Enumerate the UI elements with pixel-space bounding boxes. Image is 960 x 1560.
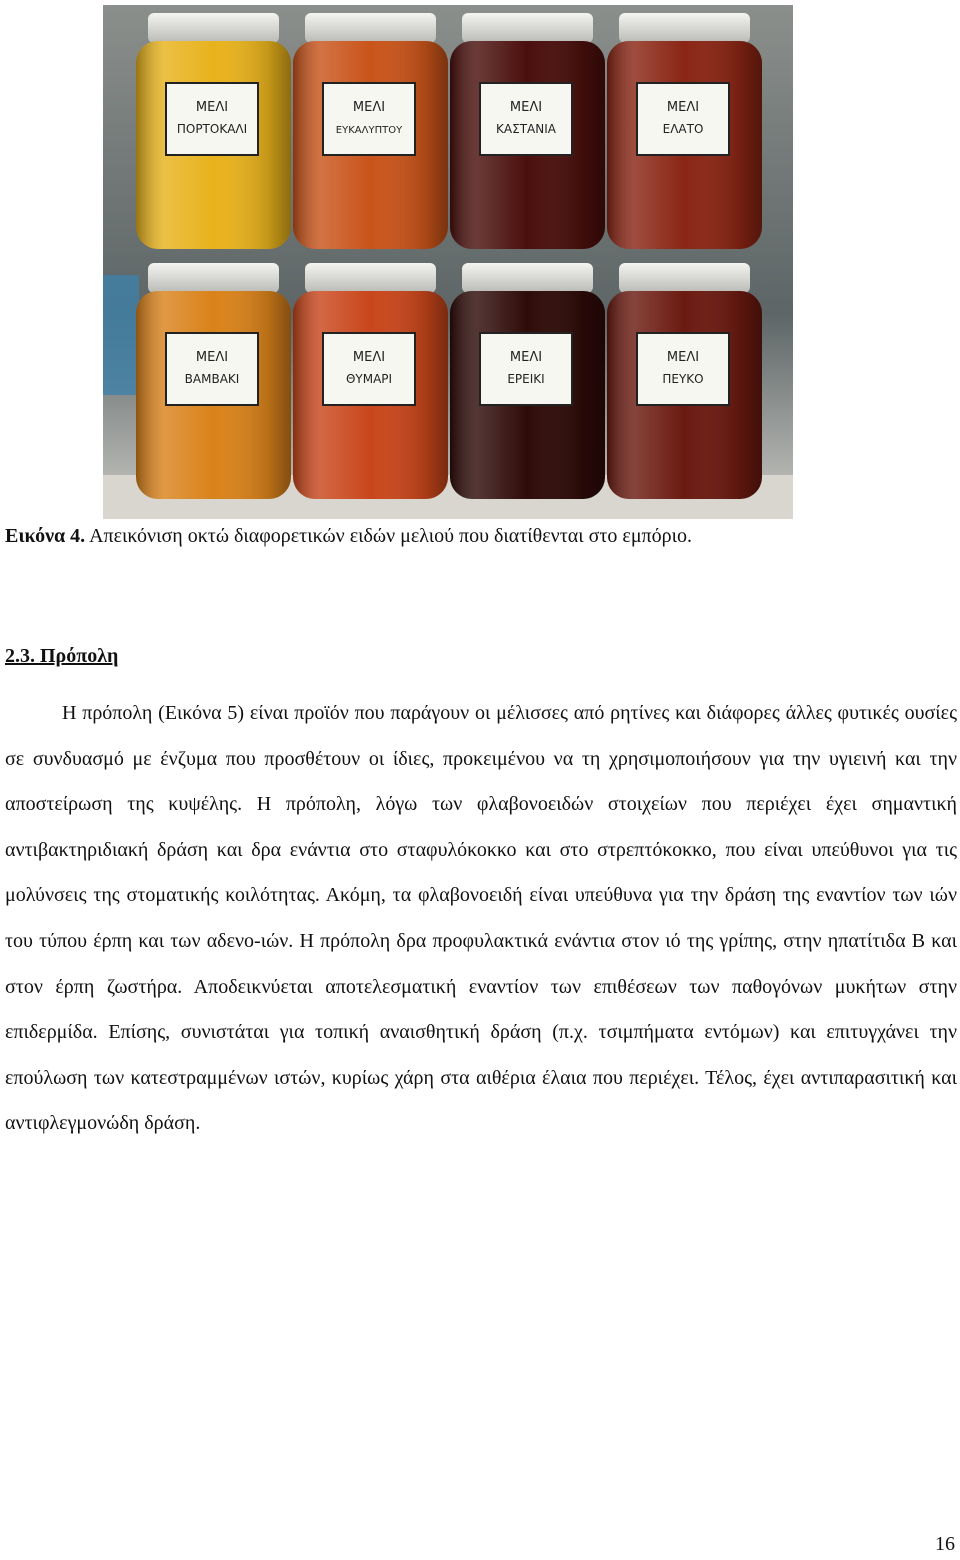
jar-label-line1: ΜΕΛΙ (666, 350, 700, 365)
jar-label-line2: ΕΥΚΑΛΥΠΤΟΥ (335, 125, 403, 136)
jar-label-line1: ΜΕΛΙ (666, 100, 700, 115)
jar-lid (462, 263, 593, 293)
honey-jar (607, 13, 762, 249)
jar-lid (619, 13, 750, 43)
figure-caption (5, 520, 955, 552)
honey-jar (607, 263, 762, 499)
jar-lid (305, 13, 436, 43)
jar-label-line1: ΜΕΛΙ (509, 100, 543, 115)
honey-jar (293, 13, 448, 249)
body-paragraph: Η πρόπολη (Εικόνα 5) είναι προϊόν που παράγουν οι μέλισσες από ρητίνες και διάφορες άλλες φυτικές ουσίες σε συνδυασμό με ένζυμα που προσθέτουν οι ίδιες, προκειμένου να τη χρησιμοποιήσουν για την υγιεινή και την αποστείρωση της κυψέλης. Η πρόπολη, λόγω των φλαβονοειδών στοιχείων που περιέχει έχει σημαντική αντιβακτηριδιακή δράση και δρα ενάντια στο σταφυλόκοκκο και στο στρεπτόκοκκο, που είναι υπεύθυνοι για τις μολύνσεις της στοματικής κοιλότητας. Ακόμη, τα φλαβονοειδή είναι υπεύθυνα για την δράση της εναντίον των ιών του τύπου έρπη και των αδενο-ιών. Η πρόπολη δρα προφυλακτικά ενάντια στον ιό της γρίπης, στην ηπατίτιδα Β και στον έρπη ζωστήρα. Αποδεικνύεται αποτελεσματική εναντίον των επιθέσεων των παθογόνων μυκήτων στην επιδερμίδα. Επίσης, συνιστάται για τοπική αναισθητική δράση (π.χ. τσιμπήματα εντόμων) και επιτυγχάνει την επούλωση των κατεστραμμένων ιστών, κυρίως χάρη στα αιθέρια έλαια που περιέχει. Τέλος, έχει αντιπαρασιτική και αντιφλεγμονώδη δράση. (5, 702, 957, 1135)
jar-label (637, 333, 729, 405)
jar-label (323, 333, 415, 405)
jar-lid (148, 263, 279, 293)
jar-label (480, 333, 572, 405)
jar-label (166, 333, 258, 405)
honey-jars-photo (103, 5, 793, 519)
honey-jar (136, 13, 291, 249)
honey-jar (136, 263, 291, 499)
jar-label-line2: ΒΑΜΒΑΚΙ (184, 372, 240, 386)
jar-label-line1: ΜΕΛΙ (195, 350, 229, 365)
jar-lid (462, 13, 593, 43)
honey-jars-illustration (103, 5, 793, 519)
jar-lid (148, 13, 279, 43)
honey-jar (293, 263, 448, 499)
jar-label (166, 83, 258, 155)
honey-jar (450, 263, 605, 499)
jar-label (637, 83, 729, 155)
jar-label-line2: ΘΥΜΑΡΙ (345, 372, 393, 386)
jar-label (480, 83, 572, 155)
figure-caption-label: Εικόνα 4. (5, 525, 86, 547)
figure-caption-text: Απεικόνιση οκτώ διαφορετικών ειδών μελιού που διατίθενται στο εμπόριο. (89, 525, 692, 547)
honey-jar (450, 13, 605, 249)
jar-label-line1: ΜΕΛΙ (195, 100, 229, 115)
jar-label-line2: ΕΛΑΤΟ (662, 122, 704, 136)
jar-label-line1: ΜΕΛΙ (352, 350, 386, 365)
jar-label-line2: ΕΡΕΙΚΙ (507, 372, 545, 386)
jar-lid (305, 263, 436, 293)
jar-label-line2: ΚΑΣΤΑΝΙΑ (496, 122, 556, 136)
page-number: 16 (935, 1533, 955, 1555)
jar-label-line2: ΠΟΡΤΟΚΑΛΙ (176, 122, 248, 136)
jar-label-line2: ΠΕΥΚΟ (662, 372, 704, 386)
jar-lid (619, 263, 750, 293)
section-heading: 2.3. Πρόπολη (5, 645, 119, 667)
jar-label (323, 83, 415, 155)
jar-label-line1: ΜΕΛΙ (352, 100, 386, 115)
jar-label-line1: ΜΕΛΙ (509, 350, 543, 365)
